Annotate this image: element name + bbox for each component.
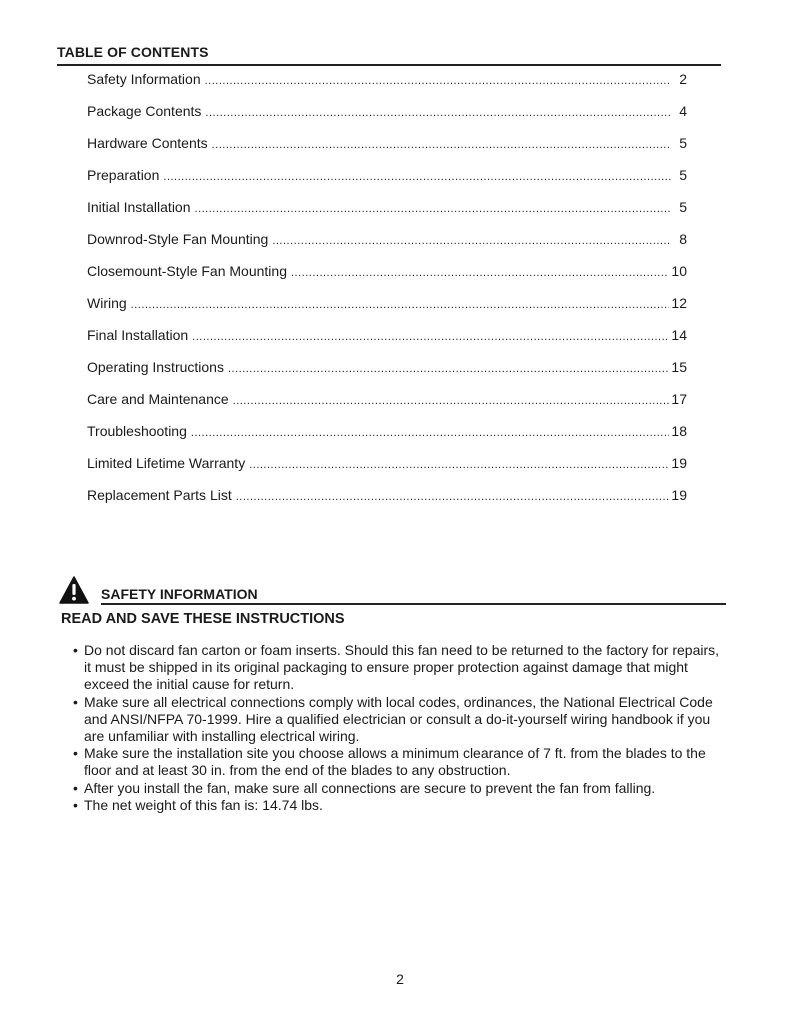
toc-entry-page: 5 xyxy=(679,167,687,183)
safety-bullet-text: Make sure the installation site you choose allows a minimum clearance of 7 ft. from the blades to the floor and at least 30 in. from the end of the blades to any obstruction. xyxy=(84,745,706,779)
bullet-mark: • xyxy=(73,693,78,710)
toc-entry-title: Preparation xyxy=(87,167,160,183)
toc-entry-title: Replacement Parts List xyxy=(87,487,232,503)
toc-entry-page: 5 xyxy=(679,199,687,215)
safety-bullet xyxy=(73,745,723,779)
toc-entry-page: 19 xyxy=(671,487,687,503)
toc-leader-dots xyxy=(249,456,669,474)
toc-entry xyxy=(87,166,687,198)
toc-entry-title: Initial Installation xyxy=(87,199,191,215)
toc-entry-title: Final Installation xyxy=(87,327,189,343)
bullet-mark: • xyxy=(73,796,78,813)
toc-entry-page: 10 xyxy=(671,263,687,279)
toc-leader-dots xyxy=(228,360,669,378)
safety-bullet-text: Make sure all electrical connections comply with local codes, ordinances, the National Electrical Code and ANSI/NFPA 70-1999. Hire a qualified electrician or consult a do-it-yourself wiring handbook if you are unfamiliar with installing electrical wiring. xyxy=(84,693,713,745)
toc-entry-title: Wiring xyxy=(87,295,127,311)
toc-entry-title: Operating Instructions xyxy=(87,359,224,375)
safety-bullet xyxy=(73,694,723,746)
toc-entry-page: 17 xyxy=(671,391,687,407)
bullet-mark: • xyxy=(73,779,78,796)
safety-divider xyxy=(101,603,726,605)
toc-leader-dots xyxy=(131,296,670,314)
toc-entry xyxy=(87,198,687,230)
toc-leader-dots xyxy=(272,232,671,250)
read-save-heading: READ AND SAVE THESE INSTRUCTIONS xyxy=(61,611,345,627)
bullet-mark: • xyxy=(73,642,78,658)
safety-bullet-text: Do not discard fan carton or foam inserts. Should this fan need to be returned to the factory for repairs, it must be shipped in its original packaging to ensure proper protection against damage that might exceed the initial cause for return. xyxy=(84,642,720,693)
toc-list xyxy=(87,70,687,518)
toc-entry-page: 4 xyxy=(679,103,687,119)
toc-leader-dots xyxy=(233,392,670,410)
toc-entry-title: Downrod-Style Fan Mounting xyxy=(87,231,269,247)
toc-entry xyxy=(87,390,687,422)
toc-leader-dots xyxy=(192,328,669,346)
warning-triangle-icon xyxy=(59,576,89,604)
toc-entry xyxy=(87,262,687,294)
toc-heading: TABLE OF CONTENTS xyxy=(57,44,209,60)
toc-leader-dots xyxy=(191,424,670,442)
toc-entry-page: 19 xyxy=(671,455,687,471)
toc-leader-dots xyxy=(195,200,671,218)
toc-entry-page: 15 xyxy=(671,359,687,375)
toc-leader-dots xyxy=(205,72,671,90)
toc-entry-page: 8 xyxy=(679,231,687,247)
toc-entry xyxy=(87,294,687,326)
toc-leader-dots xyxy=(236,488,670,506)
toc-divider xyxy=(57,64,721,66)
toc-entry xyxy=(87,486,687,518)
safety-bullet-list xyxy=(73,642,723,814)
safety-bullet-text: After you install the fan, make sure all connections are secure to prevent the fan from falling. xyxy=(84,779,656,796)
safety-bullet xyxy=(73,797,723,814)
toc-entry xyxy=(87,326,687,358)
toc-entry-title: Troubleshooting xyxy=(87,423,187,439)
toc-entry xyxy=(87,422,687,454)
toc-leader-dots xyxy=(291,264,669,282)
toc-entry-title: Hardware Contents xyxy=(87,135,208,151)
toc-entry-page: 5 xyxy=(679,135,687,151)
safety-bullet-text: The net weight of this fan is: 14.74 lbs. xyxy=(84,796,323,813)
toc-entry-page: 14 xyxy=(671,327,687,343)
toc-leader-dots xyxy=(163,168,671,186)
safety-bullet xyxy=(73,642,723,694)
toc-entry-title: Closemount-Style Fan Mounting xyxy=(87,263,287,279)
toc-entry-page: 2 xyxy=(679,71,687,87)
toc-entry-title: Care and Maintenance xyxy=(87,391,229,407)
safety-bullet xyxy=(73,780,723,797)
page-number: 2 xyxy=(396,971,404,987)
toc-entry xyxy=(87,70,687,102)
toc-entry xyxy=(87,454,687,486)
toc-leader-dots xyxy=(212,136,671,154)
toc-entry xyxy=(87,134,687,166)
toc-entry-title: Package Contents xyxy=(87,103,202,119)
toc-entry-title: Safety Information xyxy=(87,71,201,87)
toc-entry xyxy=(87,230,687,262)
toc-entry xyxy=(87,102,687,134)
toc-entry-page: 12 xyxy=(671,295,687,311)
toc-entry-page: 18 xyxy=(671,423,687,439)
safety-heading: SAFETY INFORMATION xyxy=(101,586,258,602)
toc-leader-dots xyxy=(205,104,671,122)
bullet-mark: • xyxy=(73,745,78,762)
toc-entry-title: Limited Lifetime Warranty xyxy=(87,455,246,471)
toc-entry xyxy=(87,358,687,390)
